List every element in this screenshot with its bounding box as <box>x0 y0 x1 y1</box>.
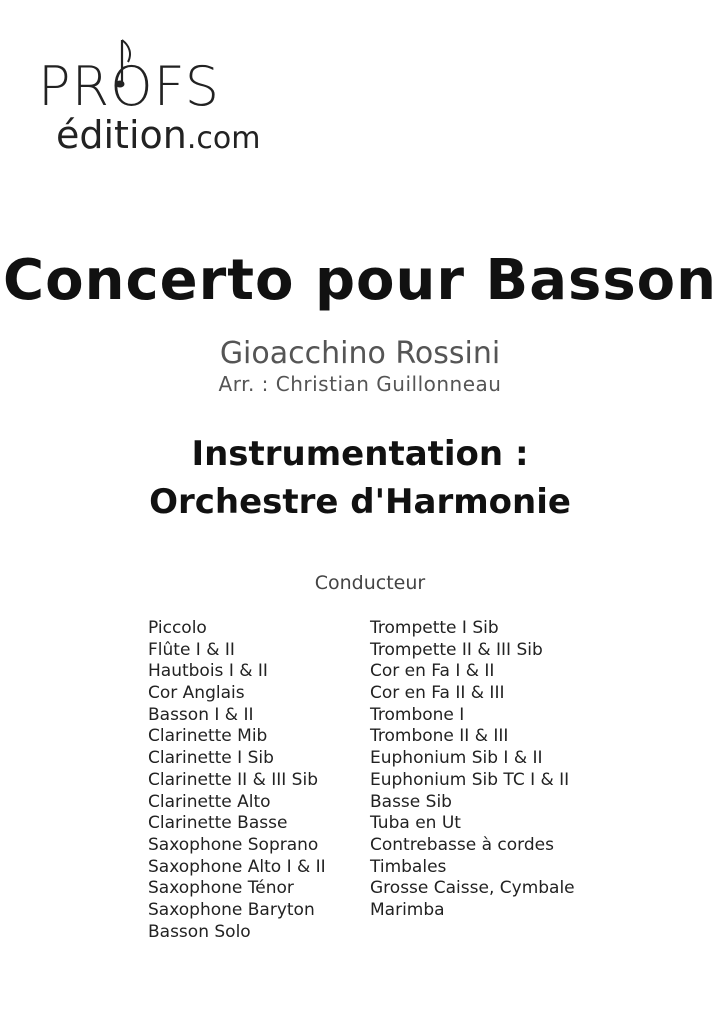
part-item: Grosse Caisse, Cymbale <box>370 878 575 899</box>
ensemble-name: Orchestre d'Harmonie <box>149 482 571 522</box>
part-item: Clarinette Alto <box>148 791 271 812</box>
part-item: Trompette II & III Sib <box>370 639 543 660</box>
part-item: Tuba en Ut <box>370 813 461 834</box>
parts-list-left <box>148 618 326 943</box>
composer-name: Gioacchino Rossini <box>219 336 501 371</box>
instrumentation-heading <box>0 430 720 526</box>
part-item: Cor Anglais <box>148 683 245 704</box>
part-item: Saxophone Soprano <box>148 834 319 855</box>
part-item: Basson Solo <box>148 921 251 942</box>
part-item: Basse Sib <box>370 791 452 812</box>
part-item: Clarinette II & III Sib <box>148 769 318 790</box>
score-title: Concerto pour Basson <box>3 248 717 313</box>
logo-wordmark: PROFS <box>38 55 220 118</box>
part-item: Clarinette Mib <box>148 726 268 747</box>
part-item: Clarinette Basse <box>148 813 288 834</box>
part-item: Contrebasse à cordes <box>370 834 554 855</box>
part-item: Basson I & II <box>148 704 254 725</box>
logo-subtitle-main: édition <box>56 113 187 157</box>
conductor-score-label: Conducteur <box>314 572 426 594</box>
part-item: Trompette I Sib <box>370 618 499 638</box>
part-item: Euphonium Sib I & II <box>370 748 543 769</box>
logo-subtitle-suffix: .com <box>186 121 261 156</box>
part-item: Saxophone Alto I & II <box>148 856 326 877</box>
part-item: Euphonium Sib TC I & II <box>370 769 570 790</box>
part-item: Marimba <box>370 899 445 920</box>
part-item: Trombone II & III <box>370 726 509 747</box>
part-item: Cor en Fa I & II <box>370 661 495 682</box>
arranger-name: Arr. : Christian Guillonneau <box>218 372 502 396</box>
part-item: Cor en Fa II & III <box>370 683 505 704</box>
part-item: Piccolo <box>148 618 207 638</box>
part-item: Timbales <box>370 856 447 877</box>
part-item: Hautbois I & II <box>148 661 268 682</box>
profs-edition-logo <box>38 36 261 157</box>
instrumentation-label: Instrumentation : <box>191 434 529 474</box>
part-item: Clarinette I Sib <box>148 748 274 769</box>
part-item: Trombone I <box>370 704 465 725</box>
part-item: Flûte I & II <box>148 639 235 660</box>
part-item: Saxophone Baryton <box>148 899 315 920</box>
parts-list-right <box>370 618 575 922</box>
logo-subtitle <box>56 113 261 157</box>
part-item: Saxophone Ténor <box>148 878 294 899</box>
